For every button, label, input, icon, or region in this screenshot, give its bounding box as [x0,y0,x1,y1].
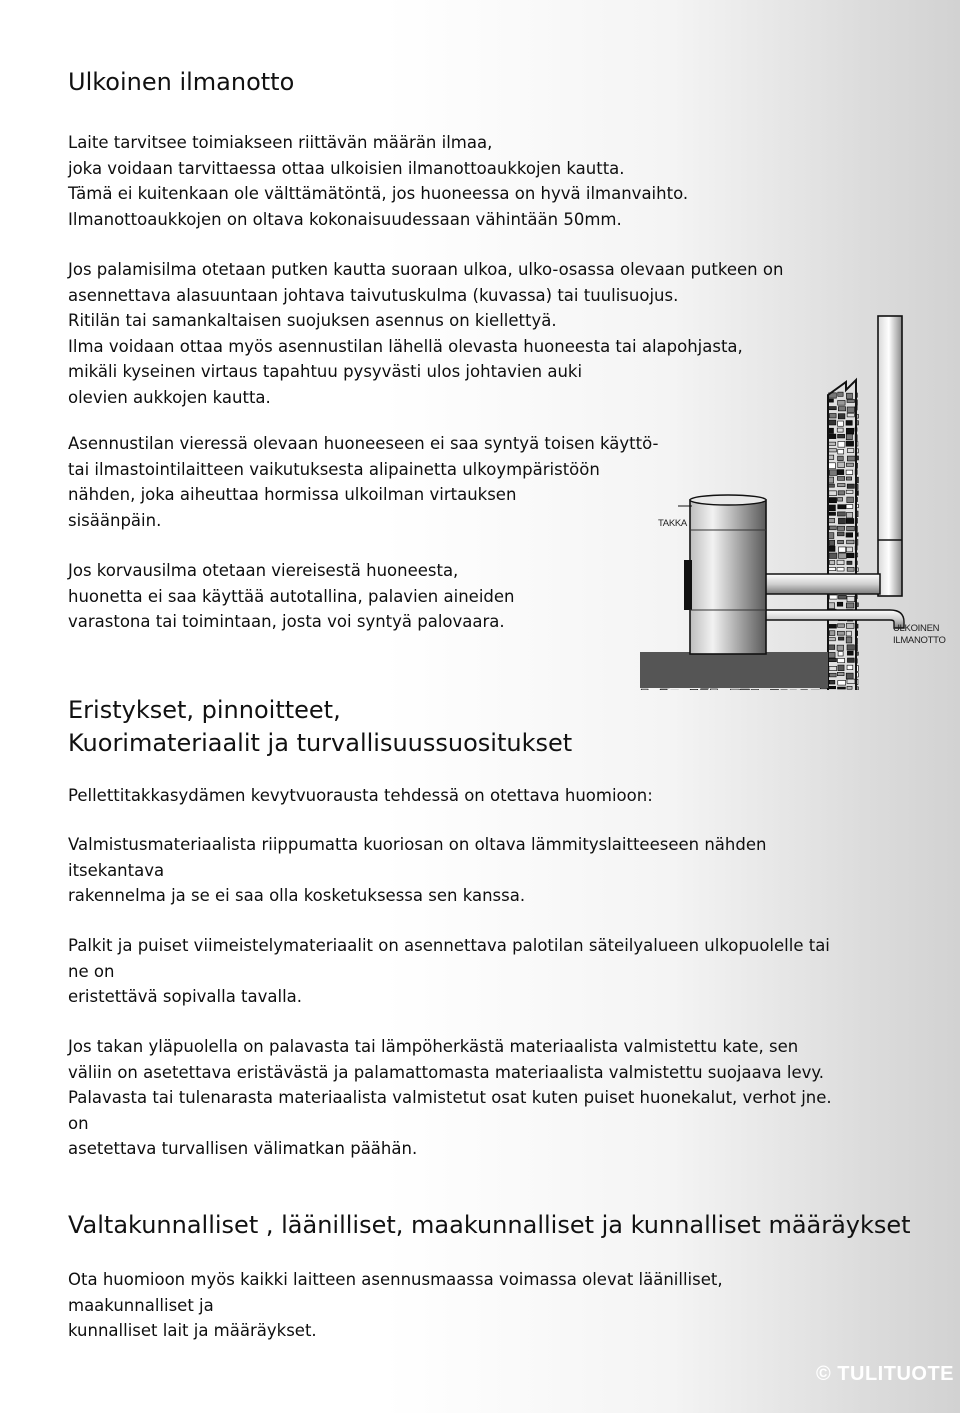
stone [847,456,855,461]
stone [837,602,843,606]
stone [829,658,837,661]
stone [829,553,837,558]
stone [846,428,853,434]
stone [829,505,836,511]
stone [837,477,844,481]
stone [838,651,843,656]
stone [838,434,845,438]
text-line: rakennelma ja se ei saa olla kosketuksessa sen kanssa. [68,886,526,906]
text-line: varastona tai toimintaan, josta voi syntyä palovaara. [68,612,505,632]
text-line: joka voidaan tarvittaessa ottaa ulkoisien ilmanottoaukkojen kautta. [68,158,625,178]
stone [847,686,852,689]
text-line: asennettava alasuuntaan johtava taivutuskulma (kuvassa) tai tuulisuojus. [68,285,679,305]
stone [846,603,854,608]
stone [838,658,845,662]
text-line: Laite tarvitsee toimiakseen riittävän määrän ilmaa, [68,133,493,152]
text-line: itsekantava [68,860,165,880]
stone [838,392,843,396]
stone [847,484,854,488]
stone [838,414,845,419]
text-line: ne on [68,961,115,981]
stone [847,561,852,564]
stone [829,624,836,628]
stone [829,595,837,599]
stone [847,679,855,683]
stone [847,497,854,503]
fireplace-top [690,495,766,505]
stone [837,645,844,650]
stone [846,463,853,466]
stone [829,680,835,684]
stone [829,631,835,636]
stone [846,547,852,552]
stone [846,470,853,474]
stone [837,470,843,475]
stone [846,421,852,426]
stone [740,689,749,690]
stone [838,637,844,640]
stone [847,651,853,655]
text-line: Jos takan yläpuolella on palavasta tai lämpöherkästä materiaalista valmistettu kate, sen [68,1037,799,1056]
text-line: Palkit ja puiset viimeistelymateriaalit on asennettava palotilan säteilyalueen ulkopuolelle tai [68,936,830,955]
stone [828,463,835,469]
stone [829,470,837,476]
stone [837,567,844,571]
label-line: ULKOINEN [893,623,940,634]
stone [829,666,837,670]
paragraph [68,130,688,232]
stone [846,637,852,643]
stone-wall [828,392,858,690]
stone [829,512,835,515]
stone [847,540,854,544]
stone [847,526,855,531]
fireplace-air-intake-diagram [620,310,960,690]
text-line: eristettävä sopivalla tavalla. [68,987,303,1007]
stone [846,477,851,480]
text-line: Ilmanottoaukkojen on oltava kokonaisuudessaan vähintään 50mm. [68,209,622,229]
label-line: ILMANOTTO [893,635,946,646]
stone [838,400,845,405]
stone [838,624,845,627]
stone [838,540,844,543]
stone [829,546,835,551]
stone [837,532,844,536]
stone [846,518,854,523]
stone [730,689,739,690]
text-line: Valmistusmateriaalista riippumatta kuoriosan on oltava lämmityslaitteeseen nähden [68,835,767,854]
stone [829,413,836,418]
stone [828,484,834,487]
stone [829,498,836,503]
stone [838,547,845,552]
text-line: Jos korvausilma otetaan viereisestä huoneesta, [68,561,459,580]
stone [846,673,853,679]
stone [838,595,846,599]
stone [846,504,853,508]
stone [838,483,846,486]
stone [846,441,853,446]
stone [690,689,698,690]
stone [847,645,854,650]
stone [838,518,845,524]
fireplace-body [690,500,766,654]
text-line: Tämä ei kuitenkaan ole välttämätöntä, jos huoneessa on hyvä ilmanvaihto. [68,184,689,204]
stone [828,645,834,650]
stone [838,498,843,502]
stone [837,560,844,564]
stone [829,567,836,570]
stone [847,399,854,402]
stone [660,689,667,690]
stone [829,491,837,496]
stone [828,686,836,688]
text-line: maakunnalliset ja [68,1295,214,1315]
stone [846,631,851,636]
stone [838,491,844,495]
stone [641,689,648,690]
stone [846,512,852,518]
stone [846,623,854,628]
chimney-pipe [878,316,902,596]
paragraph [68,431,658,533]
stone [846,434,852,440]
text-line: mikäli kyseinen virtaus tapahtuu pysyvästi ulos johtavien auki [68,362,583,382]
stone [846,533,853,537]
paragraph [68,933,830,1010]
paragraph [68,832,766,909]
stone [847,567,854,571]
paragraph [68,558,514,635]
stone [829,560,834,564]
stone [837,672,844,675]
text-line: asetettava turvallisen välimatkan päähän. [68,1139,418,1159]
stone [838,505,846,509]
label-ulkoinen-ilmanotto [893,623,946,647]
stone [828,399,833,402]
stone [838,456,844,460]
text-line: väliin on asetettava eristävästä ja palamattomasta materiaalista valmistettu suojaava levy. [68,1062,825,1082]
stone [829,434,836,439]
stone [829,526,836,530]
stone [837,631,844,635]
text-line: Ilma voidaan ottaa myös asennustilan lähellä olevasta huoneesta tai alapohjasta, [68,336,743,356]
stone [847,407,855,412]
title-line: Kuorimateriaalit ja turvallisuussuositukset [68,729,573,757]
text-line: Pellettitakkasydämen kevytvuorausta tehdessä on otettava huomioon: [68,786,653,805]
paragraph [68,1267,723,1344]
stone [829,449,837,452]
stone [829,638,836,641]
stone [847,665,853,670]
stone [838,462,845,467]
fireplace-door [684,560,692,610]
text-line: kunnalliset lait ja määräykset. [68,1321,317,1341]
stone [838,687,846,689]
text-line: Ritilän tai samankaltaisen suojuksen asennus on kiellettyä. [68,311,557,331]
floor-base [640,652,828,688]
stone [829,455,834,459]
text-line: Jos palamisilma otetaan putken kautta suoraan ulkoa, ulko-osassa olevaan putkeen on [68,260,784,279]
paragraph [68,783,653,809]
stone [846,490,853,493]
text-line: tai ilmastointilaitteen vaikutuksesta alipainetta ulkoympäristöön [68,459,600,479]
stone [838,680,846,685]
section-title-ulkoinen-ilmanotto: Ulkoinen ilmanotto [68,68,295,96]
stone [829,442,836,445]
stone [829,407,837,410]
stone [829,673,836,677]
text-line: Palavasta tai tulenarasta materiaalista valmistetut osat kuten puiset huonekalut, verhot jne. [68,1088,832,1108]
stone [838,441,845,447]
stone [829,420,836,425]
text-line: Asennustilan vieressä olevaan huoneeseen ei saa syntyä toisen käyttö- [68,434,659,453]
stone [771,689,779,690]
stone [837,428,843,432]
stone [837,512,845,516]
text-line: nähden, joka aiheuttaa hormissa ulkoilman virtauksen [68,485,517,505]
flue-connector-pipe [758,574,880,594]
copyright-notice: © TULITUOTE [816,1363,954,1385]
section-title-maaraykset: Valtakunnalliset , läänilliset, maakunnalliset ja kunnalliset määräykset [68,1211,911,1239]
stone [838,449,844,454]
text-line: olevien aukkojen kautta. [68,387,271,407]
stone [847,658,854,662]
label-takka: TAKKA [658,518,687,529]
stone [847,413,854,417]
stone [828,652,835,657]
stone [847,553,854,558]
stone [828,477,833,483]
section-title-eristykset [68,695,572,758]
stone [847,449,854,453]
stone [847,596,855,601]
stone [828,533,834,539]
title-line: Eristykset, pinnoitteet, [68,696,341,724]
stone [846,393,852,399]
text-line: sisäänpäin. [68,510,162,530]
stone [838,407,845,411]
stone [829,603,835,609]
stone [838,421,844,426]
stone [710,689,717,690]
paragraph [68,1034,832,1162]
stone [828,518,835,522]
stone [837,526,844,530]
stone [838,553,846,558]
text-line: on [68,1113,89,1133]
stone [838,665,844,671]
text-line: huonetta ei saa käyttää autotallina, palavien aineiden [68,586,515,606]
text-line: Ota huomioon myös kaikki laitteen asennusmaassa voimassa olevat läänilliset, [68,1270,723,1289]
stone [829,540,834,545]
